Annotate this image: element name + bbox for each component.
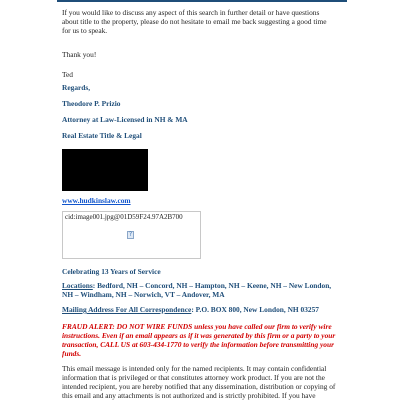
mailing-label: Mailing Address For All Correspondence [62, 305, 192, 314]
sender-short-name: Ted [62, 70, 73, 79]
signature-regards: Regards, [62, 83, 91, 92]
disclaimer-line-3: intended recipient, you are hereby notified that any dissemination, distribution or copying of [62, 382, 336, 391]
intro-line-2: about title to the property, please do not hesitate to email me back suggesting a good time [62, 17, 327, 26]
fraud-alert-line-1: FRAUD ALERT: DO NOT WIRE FUNDS unless you have called our firm to verify wire [62, 322, 332, 331]
signature-name: Theodore P. Prizio [62, 99, 121, 108]
broken-image-icon: ? [128, 231, 133, 238]
intro-line-3: for us to speak. [62, 26, 108, 35]
disclaimer-line-2: information that is privileged or that constitutes attorney work product. If you are not the [62, 373, 325, 382]
locations-line-2: NH – Windham, NH – Norwich, VT – Andover, MA [62, 290, 225, 299]
signature-company: Real Estate Title & Legal [62, 131, 142, 140]
locations-label: Locations [62, 281, 93, 290]
mailing-address-line [62, 305, 319, 314]
top-divider [57, 0, 347, 2]
redacted-logo-block [62, 149, 148, 191]
intro-line-1: If you would like to discuss any aspect of this search in further detail or have questions [62, 8, 320, 17]
celebrating-text: Celebrating 13 Years of Service [62, 267, 161, 276]
disclaimer-line-4: this email and any attachments is not authorized and is strictly prohibited. If you have [62, 391, 316, 400]
fraud-alert-line-4: funds. [62, 349, 82, 358]
fraud-alert-line-2: instructions. Even if an email appears as if it was generated by this firm or a party to your [62, 331, 336, 340]
disclaimer-line-1: This email message is intended only for the named recipients. It may contain confidential [62, 364, 327, 373]
locations-line-1 [62, 281, 331, 290]
thanks-text: Thank you! [62, 50, 97, 59]
mailing-value: : P.O. BOX 800, New London, NH 03257 [191, 305, 319, 314]
locations-list-1: : Bedford, NH – Concord, NH – Hampton, NH – Keene, NH – New London, [92, 281, 332, 290]
fraud-alert-line-3: transaction, CALL US at 603-434-1770 to verify the information before transmitting your [62, 340, 334, 349]
website-link[interactable]: www.hudkinslaw.com [62, 196, 131, 205]
image-alt-text: cid:image001.jpg@01D59F24.97A2B700 [65, 213, 183, 221]
signature-image-placeholder [62, 211, 201, 259]
signature-title: Attorney at Law-Licensed in NH & MA [62, 115, 188, 124]
